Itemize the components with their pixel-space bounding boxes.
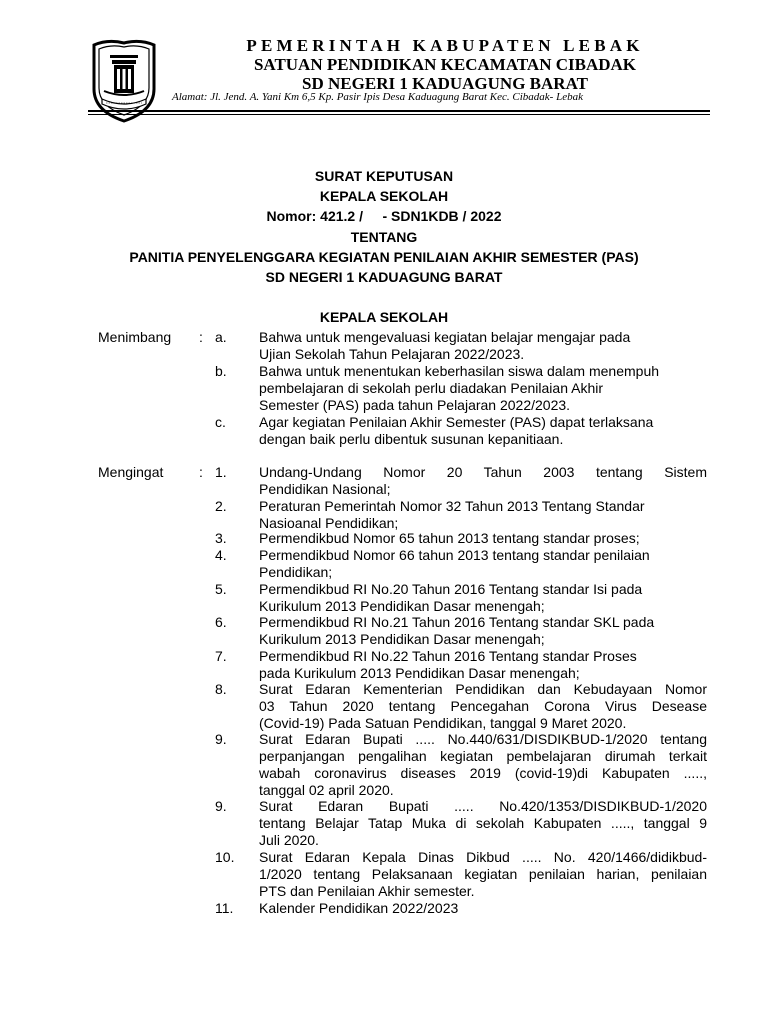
- list-item-line: Surat Edaran Kepala Dinas Dikbud ..... No. 420/1466/didikbud-: [259, 849, 707, 865]
- list-item-line: 1/2020 tentang Pelaksanaan kegiatan penilaian harian, penilaian: [259, 866, 707, 882]
- list-item-line: Agar kegiatan Penilaian Akhir Semester (PAS) dapat terlaksana: [259, 414, 654, 430]
- list-item: [259, 581, 707, 615]
- list-item-line: Ujian Sekolah Tahun Pelajaran 2022/2023.: [259, 346, 525, 362]
- list-item-line: Semester (PAS) pada tahun Pelajaran 2022/2023.: [259, 397, 571, 413]
- list-number: 2.: [215, 498, 227, 514]
- header-divider-thick: [88, 110, 710, 112]
- list-item-line: dengan baik perlu dibentuk susunan kepanitiaan.: [259, 431, 564, 447]
- list-item-line: 03 Tahun 2020 tentang Pencegahan Corona Virus Desease: [259, 698, 707, 714]
- list-item-line: pembelajaran di sekolah perlu diadakan Penilaian Akhir: [259, 380, 604, 396]
- decree-subtitle: KEPALA SEKOLAH: [319, 188, 449, 204]
- list-item: [259, 731, 707, 799]
- list-number: 11.: [215, 900, 234, 916]
- list-item-line: Permendikbud Nomor 66 tahun 2013 tentang standar penilaian: [259, 547, 650, 563]
- list-item-line: Nasioanal Pendidikan;: [259, 515, 399, 531]
- list-item-line: tanggal 02 april 2020.: [259, 782, 394, 798]
- list-item-line: Permendikbud Nomor 65 tahun 2013 tentang standar proses;: [259, 530, 640, 546]
- list-number: 3.: [215, 530, 227, 546]
- list-number: c.: [215, 414, 226, 430]
- section-label-menimbang: Menimbang: [98, 329, 172, 345]
- list-number: 6.: [215, 614, 227, 630]
- decree-number: Nomor: 421.2 / - SDN1KDB / 2022: [266, 208, 502, 224]
- list-item-line: PTS dan Penilaian Akhir semester.: [259, 883, 475, 899]
- list-number: 4.: [215, 547, 227, 563]
- list-item-line: Juli 2020.: [259, 832, 319, 848]
- decree-subject: PANITIA PENYELENGGARA KEGIATAN PENILAIAN AKHIR SEMESTER (PAS): [129, 249, 639, 265]
- list-item: [259, 614, 707, 648]
- decree-title: SURAT KEPUTUSAN: [314, 168, 454, 184]
- list-item-line: Pendidikan;: [259, 564, 333, 580]
- list-item: [259, 464, 707, 498]
- list-item-line: Surat Edaran Bupati ..... No.440/631/DISDIKBUD-1/2020 tentang: [259, 731, 707, 747]
- header-address: Alamat: Jl. Jend. A. Yani Km 6,5 Kp. Pasir Ipis Desa Kaduagung Barat Kec. Cibadak- Lebak: [172, 91, 583, 103]
- list-item-line: tentang Belajar Tatap Muka di sekolah Kabupaten ....., tanggal 9: [259, 815, 707, 831]
- list-item: [259, 547, 707, 581]
- list-number: 9.: [215, 731, 227, 747]
- list-item-line: Permendikbud RI No.22 Tahun 2016 Tentang standar Proses: [259, 648, 637, 664]
- header-agency: SATUAN PENDIDIKAN KECAMATAN CIBADAK: [253, 55, 637, 74]
- header-government: PEMERINTAH KABUPATEN LEBAK: [246, 36, 644, 55]
- list-item: [259, 798, 707, 849]
- decree-about: TENTANG: [350, 229, 418, 245]
- list-item-line: Kalender Pendidikan 2022/2023: [259, 900, 459, 916]
- list-item-line: Surat Edaran Kementerian Pendidikan dan Kebudayaan Nomor: [259, 681, 707, 697]
- list-item: [259, 849, 707, 900]
- list-item-line: Permendikbud RI No.21 Tahun 2016 Tentang standar SKL pada: [259, 614, 655, 630]
- decree-school: SD NEGERI 1 KADUAGUNG BARAT: [265, 269, 503, 285]
- list-item: [259, 498, 707, 532]
- list-item-line: Permendikbud RI No.20 Tahun 2016 Tentang standar Isi pada: [259, 581, 643, 597]
- header-divider-thin: [88, 114, 710, 115]
- list-item: [259, 363, 707, 414]
- list-number: 7.: [215, 648, 227, 664]
- list-item: [259, 414, 707, 448]
- list-item-line: Kurikulum 2013 Pendidikan Dasar menengah;: [259, 631, 545, 647]
- list-item-line: Pendidikan Nasional;: [259, 481, 391, 497]
- list-item-line: Kurikulum 2013 Pendidikan Dasar menengah;: [259, 598, 545, 614]
- list-item-line: Bahwa untuk menentukan keberhasilan siswa dalam menempuh: [259, 363, 660, 379]
- section-heading-principal: KEPALA SEKOLAH: [319, 309, 449, 325]
- section-colon: :: [199, 329, 203, 345]
- list-number: 5.: [215, 581, 227, 597]
- list-number: 8.: [215, 681, 227, 697]
- list-number: b.: [215, 363, 227, 379]
- list-item-line: Undang-Undang Nomor 20 Tahun 2003 tentang Sistem: [259, 464, 707, 480]
- list-number: 1.: [215, 464, 227, 480]
- list-item: [259, 900, 707, 917]
- list-item-line: wabah coronavirus diseases 2019 (covid-19)di Kabupaten .....,: [259, 765, 707, 781]
- list-item-line: (Covid-19) Pada Satuan Pendidikan, tanggal 9 Maret 2020.: [259, 715, 627, 731]
- list-item: [259, 648, 707, 682]
- list-number: a.: [215, 329, 227, 345]
- list-number: 9.: [215, 798, 227, 814]
- list-number: 10.: [215, 849, 235, 865]
- list-item: [259, 681, 707, 732]
- header-school: SD NEGERI 1 KADUAGUNG BARAT: [302, 74, 588, 93]
- list-item-line: Peraturan Pemerintah Nomor 32 Tahun 2013 Tentang Standar: [259, 498, 645, 514]
- section-colon: :: [199, 464, 203, 480]
- list-item-line: Surat Edaran Bupati ..... No.420/1353/DISDIKBUD-1/2020: [259, 798, 707, 814]
- list-item: [259, 530, 707, 547]
- section-label-mengingat: Mengingat: [98, 464, 164, 480]
- list-item: [259, 329, 707, 363]
- list-item-line: perpanjangan pengalihan kegiatan pembelajaran dirumah terkait: [259, 748, 707, 764]
- list-item-line: Bahwa untuk mengevaluasi kegiatan belajar mengajar pada: [259, 329, 631, 345]
- list-item-line: pada Kurikulum 2013 Pendidikan Dasar menengah;: [259, 665, 580, 681]
